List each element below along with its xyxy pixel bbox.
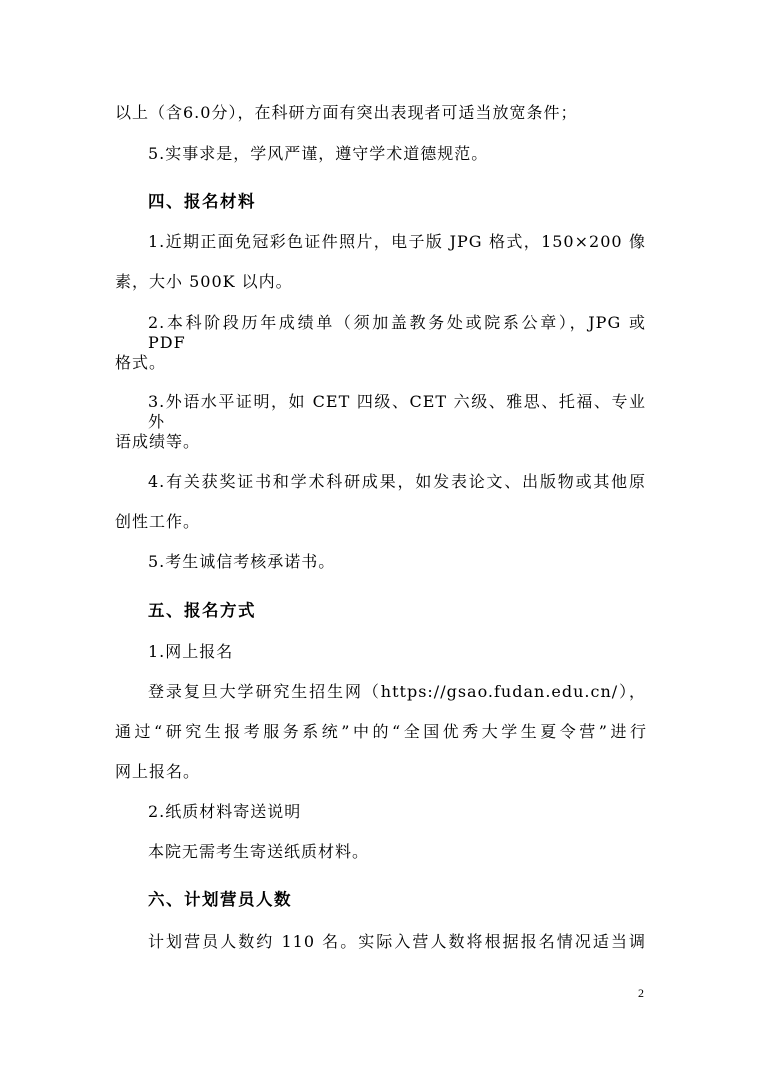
text-line: 计划营员人数约 110 名。实际入营人数将根据报名情况适当调 xyxy=(148,932,646,951)
text-line: 1.网上报名 xyxy=(148,642,234,661)
text-line: 5.考生诚信考核承诺书。 xyxy=(148,552,336,571)
text-line: 1.近期正面免冠彩色证件照片，电子版 JPG 格式，150×200 像 xyxy=(148,232,646,251)
text-line: 语成绩等。 xyxy=(115,432,201,451)
text-line: 素，大小 500K 以内。 xyxy=(115,272,293,291)
text-line: 2.本科阶段历年成绩单（须加盖教务处或院系公章），JPG 或 PDF xyxy=(148,313,646,352)
text-line: 本院无需考生寄送纸质材料。 xyxy=(148,842,370,861)
text-line: 网上报名。 xyxy=(115,762,201,781)
section-heading: 六、计划营员人数 xyxy=(148,890,292,909)
text-line: 通过“研究生报考服务系统”中的“全国优秀大学生夏令营”进行 xyxy=(115,722,647,741)
text-line: 2.纸质材料寄送说明 xyxy=(148,802,302,821)
text-line: 以上（含6.0分），在科研方面有突出表现者可适当放宽条件； xyxy=(115,103,578,122)
text-line: 4.有关获奖证书和学术科研成果，如发表论文、出版物或其他原 xyxy=(148,472,646,491)
section-heading: 五、报名方式 xyxy=(148,601,256,620)
text-line: 创性工作。 xyxy=(115,512,201,531)
text-line: 格式。 xyxy=(115,353,167,372)
section-heading: 四、报名材料 xyxy=(148,192,256,211)
text-line: 3.外语水平证明，如 CET 四级、CET 六级、雅思、托福、专业外 xyxy=(148,392,646,431)
text-line: 登录复旦大学研究生招生网（https://gsao.fudan.edu.cn/）， xyxy=(148,682,646,701)
text-line: 5.实事求是，学风严谨，遵守学术道德规范。 xyxy=(148,144,489,163)
page-number: 2 xyxy=(638,986,644,1000)
